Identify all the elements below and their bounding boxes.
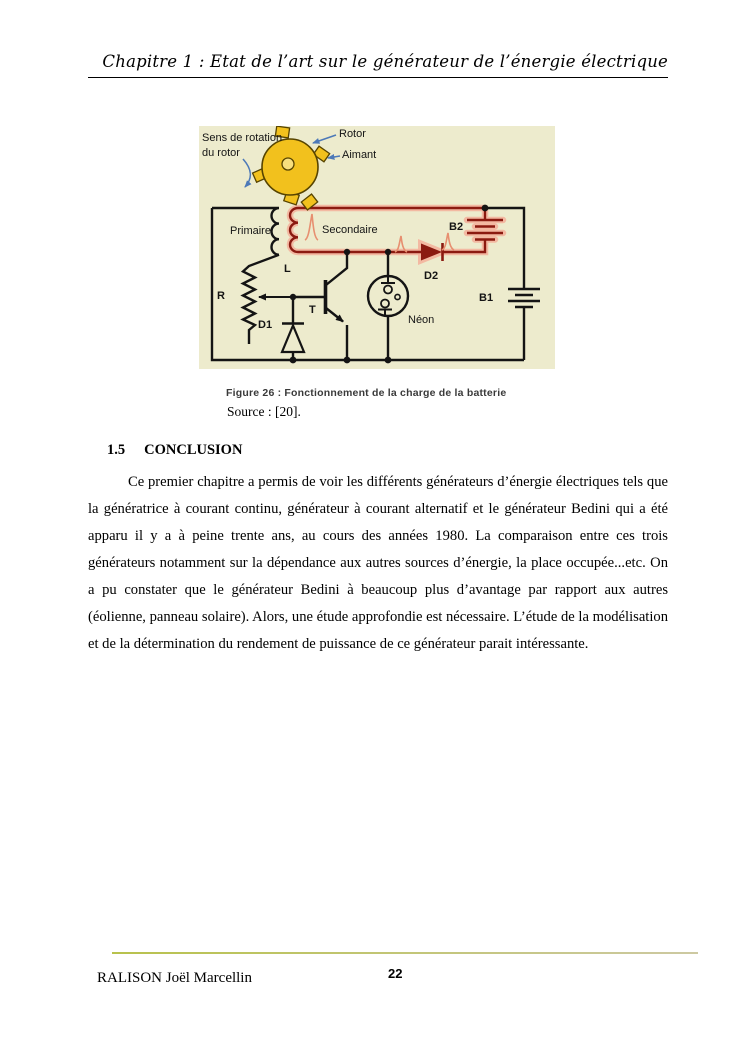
label-primaire: Primaire: [230, 225, 271, 237]
label-sens-de-rotation: Sens de rotation: [202, 132, 283, 144]
label-b1: B1: [479, 292, 494, 304]
rotor-hub: [282, 158, 294, 170]
figure-source: Source : [20].: [227, 404, 301, 419]
conclusion-paragraph: Ce premier chapitre a permis de voir les différents générateurs d’énergie électriques tels que la génératrice à courant continu, générateur à courant alternatif et le générateur Bedini qui a été apparu il y a à peine trente ans, au cours des années 1980. La comparaison entre ces trois générateurs notamment sur la dépendance aux autres sources d’énergie, la place occupée...etc. On a pu constater que le générateur Bedini à beaucoup plus d’avantage par rapport aux autres (éolienne, panneau solaire). Alors, une étude approfondie est nécessaire. L’étude de la modélisation et de la détermination du rendement de puissance de ce générateur parait intéressante.: [88, 474, 668, 652]
label-d1: D1: [258, 319, 273, 331]
label-aimant: Aimant: [342, 149, 377, 161]
label-r: R: [217, 290, 225, 302]
label-neon: Néon: [408, 314, 435, 326]
label-d2: D2: [424, 270, 439, 282]
bedini-circuit-diagram: [199, 126, 555, 369]
label-b2: B2: [449, 221, 464, 233]
figure-background: [199, 126, 555, 369]
figure-caption: Figure 26 : Fonctionnement de la charge de la batterie: [226, 387, 507, 399]
label-du-rotor: du rotor: [202, 147, 240, 159]
label-l: L: [284, 263, 291, 275]
figure-26-image: [199, 126, 555, 369]
section-title: CONCLUSION: [144, 442, 243, 458]
section-heading: [107, 442, 242, 459]
section-number: 1.5: [107, 442, 126, 458]
label-rotor: Rotor: [339, 128, 366, 140]
header-rule: [88, 77, 668, 78]
page-number: 22: [388, 966, 403, 981]
label-t: T: [309, 304, 316, 316]
footer-author: RALISON Joël Marcellin: [97, 970, 252, 986]
label-secondaire: Secondaire: [322, 224, 378, 236]
footer-rule: [112, 952, 698, 954]
chapter-header-title: Chapitre 1 : Etat de l’art sur le générateur de l’énergie électrique: [102, 52, 668, 71]
